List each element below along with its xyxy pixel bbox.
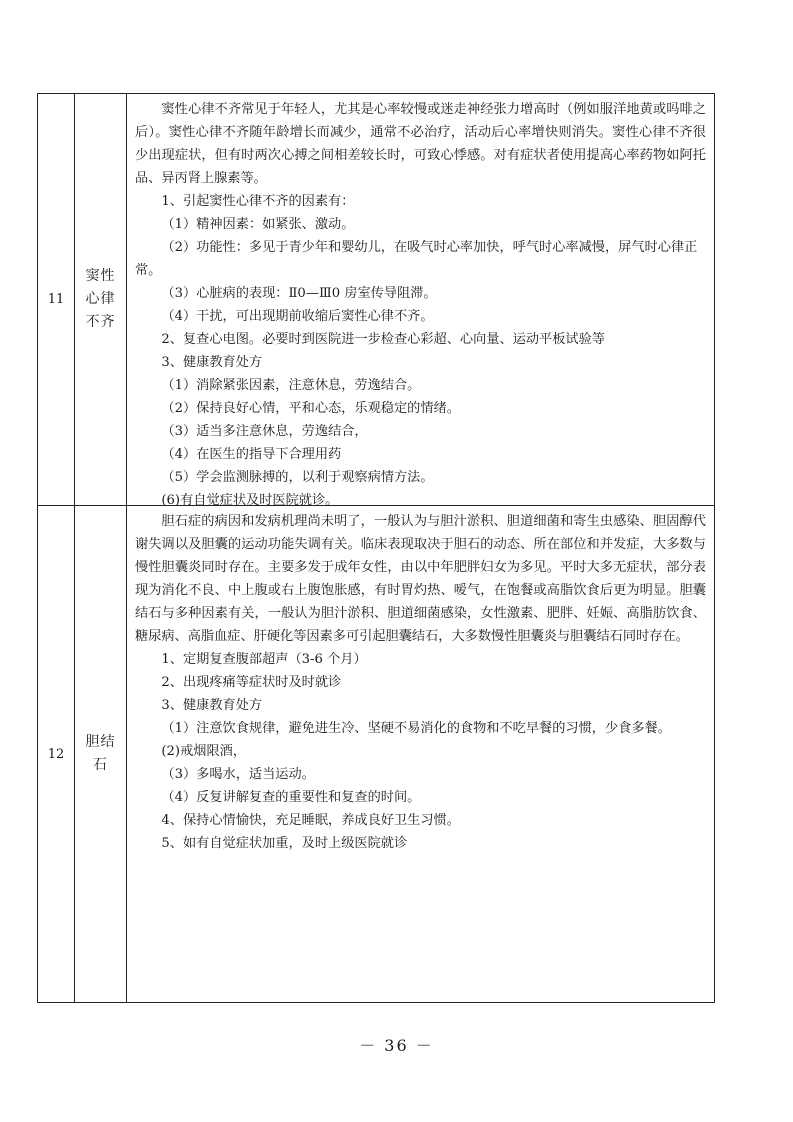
list-item: 2、出现疼痛等症状时及时就诊 bbox=[161, 675, 342, 690]
content-table bbox=[37, 93, 715, 1003]
list-item: 3、健康教育处方 bbox=[161, 698, 263, 713]
row-title-line: 胆结 bbox=[85, 734, 116, 750]
list-item: 3、健康教育处方 bbox=[161, 355, 263, 370]
row-title bbox=[75, 506, 127, 1002]
row-title bbox=[75, 94, 127, 505]
list-item: （3）心脏病的表现：Ⅱ0—Ⅲ0 房室传导阻滞。 bbox=[161, 286, 437, 301]
list-item: (2)戒烟限酒， bbox=[161, 744, 247, 759]
list-item: （1）注意饮食规律，避免进生冷、坚硬不易消化的食物和不吃早餐的习惯，少食多餐。 bbox=[161, 721, 671, 736]
list-item: （3）适当多注意休息，劳逸结合， bbox=[161, 424, 368, 439]
list-item: 1、引起窦性心律不齐的因素有： bbox=[161, 194, 355, 209]
table-row bbox=[38, 506, 714, 1002]
intro-paragraph: 窦性心律不齐常见于年轻人，尤其是心率较慢或迷走神经张力增高时（例如服洋地黄或吗啡之后）。窦性心律不齐随年龄增长而减少，通常不必治疗，活动后心率增快则消失。窦性心律不齐很少出现症状，但有时两次心搏之间相差较长时，可致心悸感。对有症状者使用提高心率药物如阿托品、异丙肾上腺素等。 bbox=[135, 102, 706, 186]
row-number: 12 bbox=[38, 506, 75, 1002]
list-item: （3）多喝水，适当运动。 bbox=[161, 767, 315, 782]
table-row bbox=[38, 94, 714, 506]
list-item: 5、如有自觉症状加重，及时上级医院就诊 bbox=[161, 836, 408, 851]
row-title-line: 心律 bbox=[85, 291, 116, 307]
list-item: （2）功能性：多见于青少年和婴幼儿，在吸气时心率加快，呼气时心率减慢，屏气时心律正常。 bbox=[135, 240, 698, 278]
row-body bbox=[127, 506, 714, 1002]
list-item: 2、复查心电图。必要时到医院进一步检查心彩超、心向量、运动平板试验等 bbox=[161, 332, 605, 347]
list-item: 4、保持心情愉快，充足睡眠，养成良好卫生习惯。 bbox=[161, 813, 460, 828]
list-item: （1）精神因素：如紧张、激动。 bbox=[161, 217, 355, 232]
intro-paragraph: 胆石症的病因和发病机理尚未明了，一般认为与胆汁淤积、胆道细菌和寄生虫感染、胆固醇代谢失调以及胆囊的运动功能失调有关。临床表现取决于胆石的动态、所在部位和并发症，大多数与慢性胆囊炎同时存在。主要多发于成年女性，由以中年肥胖妇女为多见。平时大多无症状，部分表现为消化不良、中上腹或右上腹饱胀感，有时胃灼热、嗳气，在饱餐或高脂饮食后更为明显。胆囊结石与多种因素有关，一般认为胆汁淤积、胆道细菌感染，女性激素、肥胖、妊娠、高脂肪饮食、糖尿病、高脂血症、肝硬化等因素多可引起胆囊结石，大多数慢性胆囊炎与胆囊结石同时存在。 bbox=[135, 514, 706, 644]
list-item: （4）反复讲解复查的重要性和复查的时间。 bbox=[161, 790, 421, 805]
list-item: （2）保持良好心情，平和心态，乐观稳定的情绪。 bbox=[161, 401, 460, 416]
list-item: （4）在医生的指导下合理用药 bbox=[161, 447, 342, 462]
list-item: （5）学会监测脉搏的，以利于观察病情方法。 bbox=[161, 470, 434, 485]
list-item: （4）干扰，可出现期前收缩后窦性心律不齐。 bbox=[161, 309, 434, 324]
row-body bbox=[127, 94, 714, 508]
row-title-line: 石 bbox=[93, 757, 108, 773]
list-item: 1、定期复查腹部超声（3-6 个月） bbox=[161, 652, 367, 667]
row-number: 11 bbox=[38, 94, 75, 505]
list-item: (6)有自觉症状及时医院就诊。 bbox=[161, 493, 339, 508]
page-number: － 36 － bbox=[359, 1036, 434, 1055]
row-title-line: 不齐 bbox=[85, 314, 116, 330]
row-title-line: 窦性 bbox=[85, 268, 116, 284]
list-item: （1）消除紧张因素，注意休息，劳逸结合。 bbox=[161, 378, 421, 393]
